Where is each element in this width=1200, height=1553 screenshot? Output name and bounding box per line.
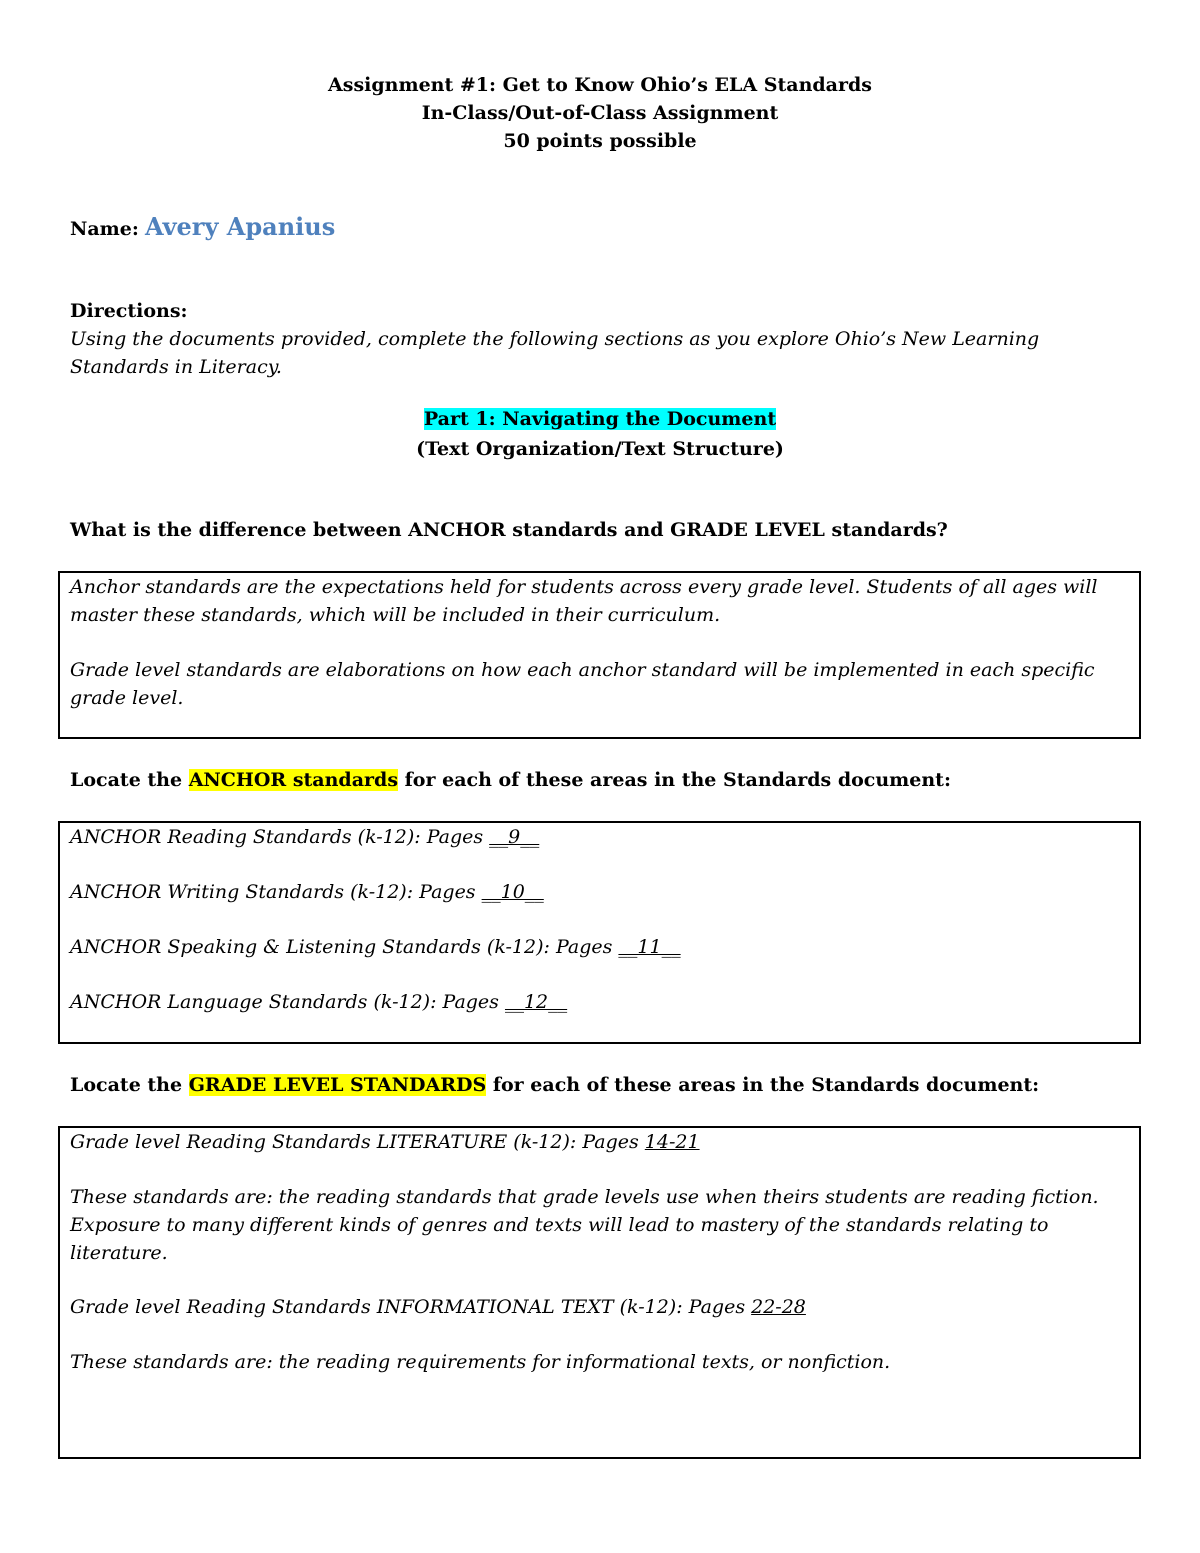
answer-line: Anchor standards are the expectations held for students across every grade level. Students of all ages will xyxy=(70,576,1098,598)
directions-text-line2: Standards in Literacy. xyxy=(70,356,282,378)
name-value: Avery Apanius xyxy=(144,212,336,241)
informational-pages xyxy=(70,1296,806,1318)
question-prefix: Locate the xyxy=(70,1074,189,1096)
directions-label: Directions: xyxy=(70,300,188,322)
answer-line: grade level. xyxy=(70,687,184,709)
item-value: __11__ xyxy=(618,936,681,958)
informational-desc: These standards are: the reading requirements for informational texts, or nonfiction. xyxy=(70,1351,891,1373)
item-value: 14-21 xyxy=(644,1131,700,1153)
item-value: __9__ xyxy=(489,826,540,848)
part1-heading xyxy=(0,408,1200,430)
points-possible: 50 points possible xyxy=(503,130,697,152)
anchor-standards-highlight: ANCHOR standards xyxy=(188,769,399,791)
directions-text-line1: Using the documents provided, complete the following sections as you explore Ohio’s New Learning xyxy=(70,328,1040,350)
item-label: ANCHOR Speaking & Listening Standards (k-12): Pages xyxy=(70,936,619,958)
grade-level-highlight: GRADE LEVEL STANDARDS xyxy=(188,1074,487,1096)
item-label: ANCHOR Reading Standards (k-12): Pages xyxy=(70,826,490,848)
question-prefix: Locate the xyxy=(70,769,189,791)
answer-line: master these standards, which will be included in their curriculum. xyxy=(70,604,721,626)
item-value: __10__ xyxy=(481,881,544,903)
assignment-subtitle: In-Class/Out-of-Class Assignment xyxy=(421,102,779,124)
assignment-title: Assignment #1: Get to Know Ohio’s ELA Standards xyxy=(328,74,872,96)
name-label: Name: xyxy=(70,218,139,240)
anchor-writing-pages xyxy=(70,881,544,903)
literature-desc-line: literature. xyxy=(70,1242,168,1264)
item-label: Grade level Reading Standards INFORMATIONAL TEXT (k-12): Pages xyxy=(70,1296,752,1318)
name-row xyxy=(70,212,335,241)
question-suffix: for each of these areas in the Standards document: xyxy=(398,769,951,791)
part1-title: Part 1: Navigating the Document xyxy=(423,408,777,430)
anchor-language-pages xyxy=(70,991,567,1013)
question-anchor-vs-grade: What is the difference between ANCHOR standards and GRADE LEVEL standards? xyxy=(70,519,948,541)
question-anchor-locate xyxy=(70,769,951,791)
answer-line: Grade level standards are elaborations on how each anchor standard will be implemented in each specific xyxy=(70,659,1095,681)
question-suffix: for each of these areas in the Standards document: xyxy=(486,1074,1040,1096)
item-value: 22-28 xyxy=(751,1296,806,1318)
question-grade-level-locate xyxy=(70,1074,1039,1096)
item-label: ANCHOR Writing Standards (k-12): Pages xyxy=(70,881,482,903)
part1-subtitle: (Text Organization/Text Structure) xyxy=(416,438,784,460)
item-label: Grade level Reading Standards LITERATURE (k-12): Pages xyxy=(70,1131,645,1153)
item-value: __12__ xyxy=(504,991,568,1013)
anchor-reading-pages xyxy=(70,826,539,848)
item-label: ANCHOR Language Standards (k-12): Pages xyxy=(70,991,505,1013)
literature-desc-line: Exposure to many different kinds of genres and texts will lead to mastery of the standards relating to xyxy=(70,1214,1049,1236)
literature-desc-line: These standards are: the reading standards that grade levels use when theirs students are reading fiction. xyxy=(70,1186,1099,1208)
anchor-speaking-pages xyxy=(70,936,681,958)
literature-pages xyxy=(70,1131,700,1153)
answer-box-grade-level xyxy=(58,1126,1141,1459)
